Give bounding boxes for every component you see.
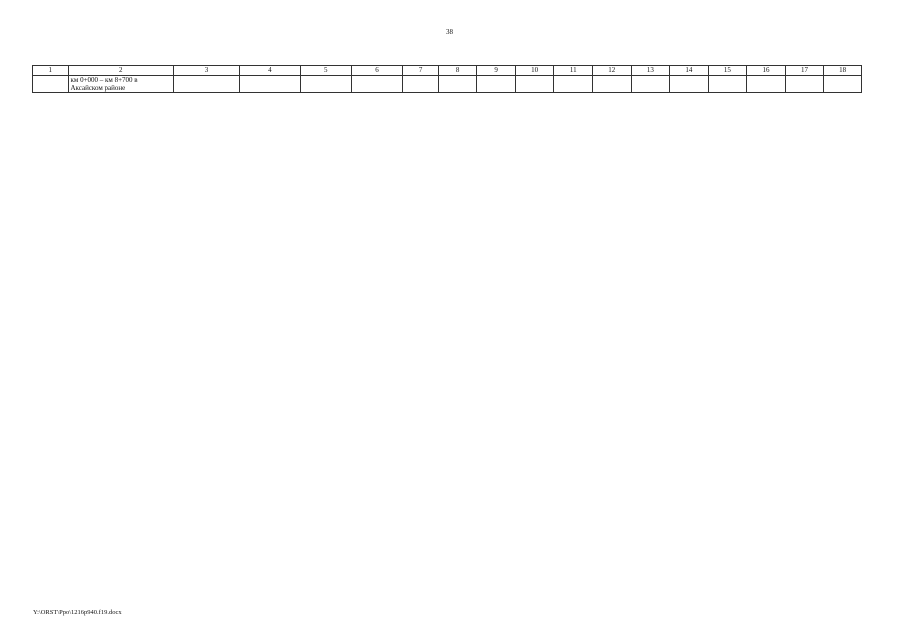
col-8: 8	[438, 66, 477, 76]
column-number-row	[33, 66, 862, 76]
col-17: 17	[785, 66, 824, 76]
col-1: 1	[33, 66, 69, 76]
file-path-footer: Y:\ORST\Ppo\1216p940.f19.docx	[33, 609, 122, 616]
col-6: 6	[351, 66, 403, 76]
object-name: км 0+000 – км 8+700 в Аксайском районе	[68, 76, 174, 93]
col-2: 2	[68, 66, 174, 76]
col-5: 5	[300, 66, 351, 76]
col-12: 12	[593, 66, 632, 76]
col-14: 14	[670, 66, 709, 76]
col-9: 9	[477, 66, 516, 76]
col-11: 11	[554, 66, 593, 76]
col-13: 13	[631, 66, 670, 76]
continuation-row	[33, 76, 862, 93]
investment-table	[32, 65, 862, 93]
page-number: 38	[446, 28, 453, 36]
col-15: 15	[708, 66, 747, 76]
table-body	[33, 76, 862, 93]
col-7: 7	[403, 66, 439, 76]
col-3: 3	[174, 66, 240, 76]
col-18: 18	[824, 66, 862, 76]
col-10: 10	[515, 66, 554, 76]
col-16: 16	[747, 66, 786, 76]
col-4: 4	[239, 66, 300, 76]
